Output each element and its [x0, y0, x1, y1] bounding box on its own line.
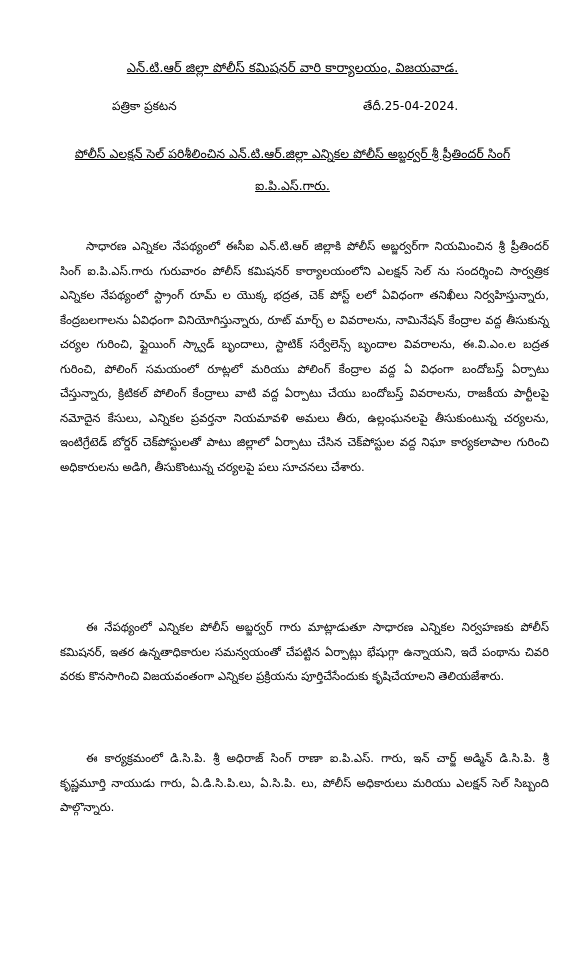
body-paragraph-1: సాధారణ ఎన్నికల నేపథ్యంలో ఈసీఐ ఎన్.టి.ఆర్ జిల్లాకి పోలీస్ అబ్జర్వర్‌గా నియమించిన శ్రీ ప్రీతిందర్ సింగ్ ఐ.పి.ఎస్.గారు గురువారం పోలీస్ కమిషనర్ కార్యాలయంలోని ఎలక్షన్ సెల్ ను సందర్శించి సార్వత్రిక ఎన్నికల నేపథ్యంలో స్ట్రాంగ్ రూమ్ ల యొక్క భద్రత, చెక్ పోస్ట్ లలో ఏవిధంగా తనిఖీలు నిర్వహిస్తున్నారు, కేంద్రబలగాలను ఏవిధంగా వినియోగిస్తున్నారు, రూట్ మార్చ్ ల వివరాలను, నామినేషన్ కేంద్రాల వద్ద తీసుకున్న చర్యల గురించి, ఫ్లైయింగ్ స్క్వాడ్ బృందాలు, స్టాటిక్ సర్వేలెన్స్ బృందాల వివరాలను, ఈ.వి.ఎం.ల బద్రత గురించి, పోలింగ్ సమయంలో రూట్లలో మరియు పోలింగ్ కేంద్రాల వద్ద ఏ విధంగా బందోబస్త్ ఏర్పాటు చేస్తున్నారు, క్రిటికల్ పోలింగ్ కేంద్రాలు వాటి వద్ద ఏర్పాటు చేయు బందోబస్త్ వివరాలను, రాజకీయ పార్టీలపై నమోదైన కేసులు, ఎన్నికల ప్రవర్తనా నియమావళి అమలు తీరు, ఉల్లంఘనలపై తీసుకుంటున్న చర్యలను, ఇంటిగ్రేటెడ్ బోర్డర్ చెక్‌పోస్టులతో పాటు జిల్లాలో ఏర్పాటు చేసిన చెక్‌పోస్టుల వద్ద నిఘా కార్యకలాపాల గురించి అధికారులను అడిగి, తీసుకొంటున్న చర్యలపై పలు సూచనలు చేశారు.: [60, 239, 549, 474]
press-release-label: పత్రికా ప్రకటన: [112, 99, 177, 113]
office-title: ఎన్.టి.ఆర్ జిల్లా పోలీస్ కమిషనర్ వారి కార్యాలయం, విజయవాడ.: [126, 61, 459, 76]
headline: పోలీస్ ఎలక్షన్ సెల్ పరిశీలించిన ఎన్.టి.ఆర్.జిల్లా ఎన్నికల పోలీస్ అబ్జర్వర్ శ్రీ ప్రీతిందర్ సింగ్ ఐ.పి.ఎస్.గారు.: [74, 146, 511, 193]
press-release-date: తేదీ.25-04-2024.: [363, 99, 459, 113]
body-paragraph-2: ఈ నేపథ్యంలో ఎన్నికల పోలీస్ అబ్జర్వర్ గారు మాట్లాడుతూ సాధారణ ఎన్నికల నిర్వహణకు పోలీస్ కమిషనర్, ఇతర ఉన్నతాధికారుల సమన్వయంతో చేపట్టిన ఏర్పాట్లు భేషుగ్గా ఉన్నాయని, ఇదే పంథాను చివరి వరకు కొనసాగించి విజయవంతంగా ఎన్నికల ప్రక్రియను పూర్తిచేసేందుకు కృషిచేయాలని తెలియజేశారు.: [60, 620, 549, 683]
body-paragraph-3: ఈ కార్యక్రమంలో డి.సి.పి. శ్రీ అధిరాజ్ సింగ్ రాణా ఐ.పి.ఎస్. గారు, ఇన్ చార్జ్ అడ్మిన్ డి.సి.పి. శ్రీ కృష్ణమూర్తి నాయుడు గారు, ఏ.డి.సి.పి.లు, ఏ.సి.పి. లు, పోలీస్ అధికారులు మరియు ఎలక్షన్ సెల్ సిబ్బంది పాల్గొన్నారు.: [60, 751, 549, 814]
